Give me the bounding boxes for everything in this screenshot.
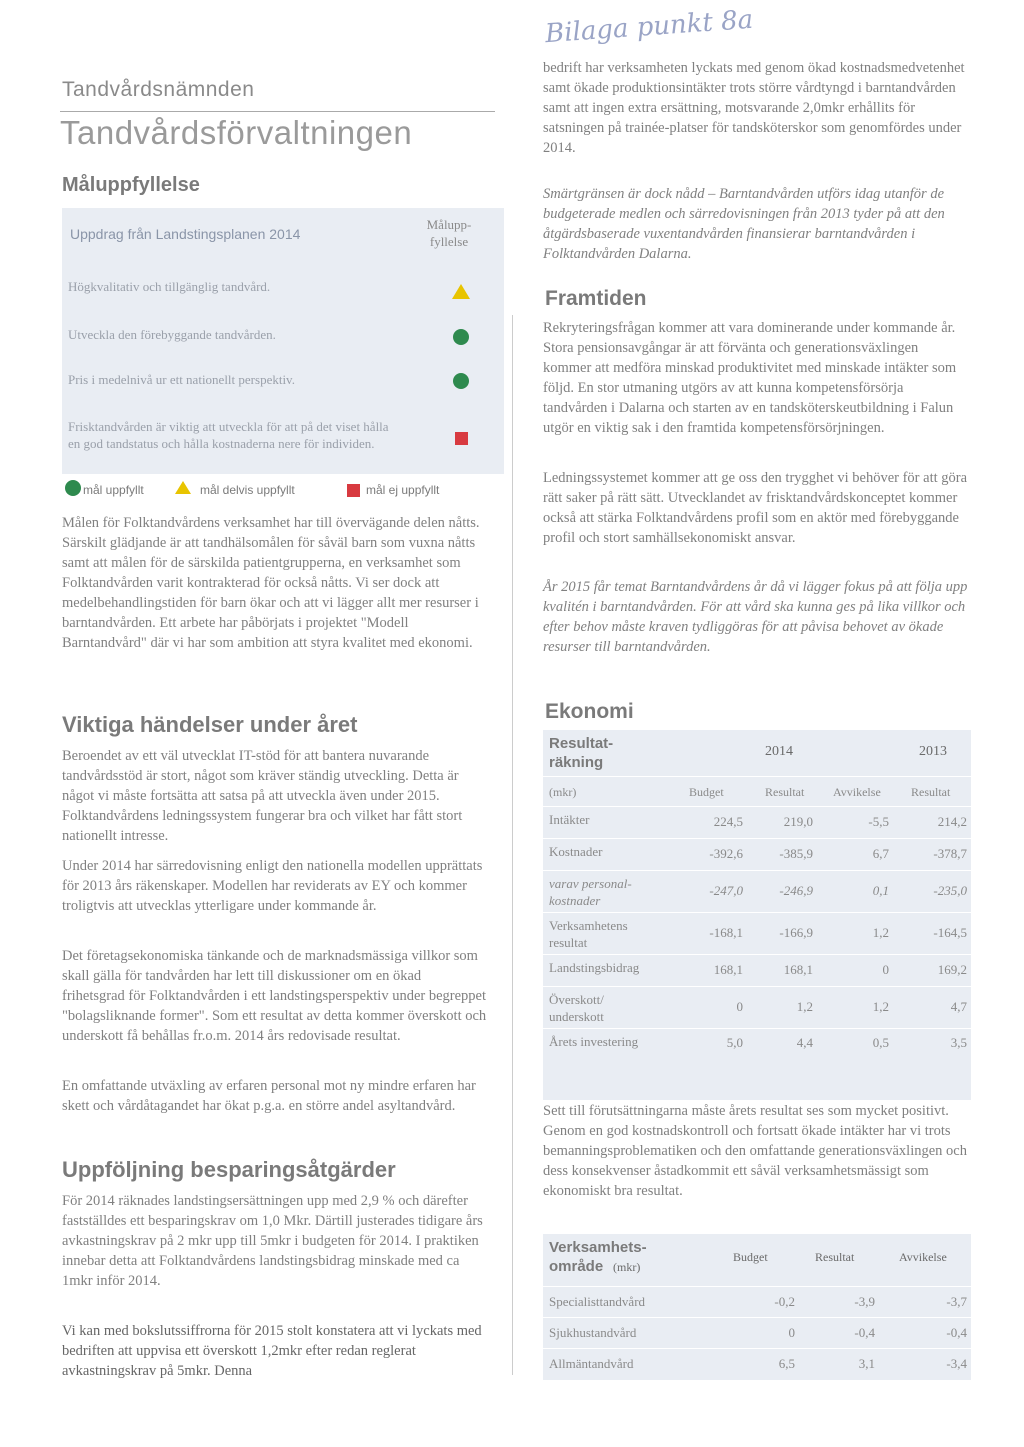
fin-cell: -392,6 xyxy=(709,846,743,861)
fin-row-label: Landstingsbidrag xyxy=(549,960,640,975)
fin-cell: -247,0 xyxy=(709,883,743,898)
events-heading: Viktiga händelser under året xyxy=(62,712,358,737)
fin-year-2013: 2013 xyxy=(919,744,947,759)
fin-cell: 4,4 xyxy=(796,1035,813,1050)
savings-heading: Uppföljning besparingsåtgärder xyxy=(62,1157,396,1182)
goal-row-3-text: Pris i medelnivå ur ett nationellt perspektiv. xyxy=(68,372,295,387)
area-table-title: Verksamhets- område xyxy=(549,1239,647,1275)
fin-cell: -378,7 xyxy=(933,846,967,861)
fin-col-result-2013: Resultat xyxy=(911,785,951,799)
goals-section-title: Måluppfyllelse xyxy=(62,174,200,196)
area-cell: -0,4 xyxy=(946,1325,967,1340)
area-row-label: Specialisttandvård xyxy=(549,1294,646,1309)
fin-col-budget: Budget xyxy=(689,785,724,799)
handwritten-note: Bilaga punkt 8a xyxy=(544,4,755,50)
fin-year-2014: 2014 xyxy=(765,744,793,759)
legend-met: mål uppfyllt xyxy=(83,483,144,497)
fin-cell: 214,2 xyxy=(937,814,967,829)
events-paragraph-4: En omfattande utväxling av erfaren personal mot ny mindre erfaren har skett och vårdåtagandet har ökat p.g.a. en större andel asyltandvård. xyxy=(62,1078,476,1114)
fin-row xyxy=(543,912,971,955)
fin-cell: 0,1 xyxy=(872,883,889,898)
goals-column-header: Målupp- fyllelse xyxy=(426,217,472,249)
fin-cell: -235,0 xyxy=(933,883,967,898)
fin-cell: 168,1 xyxy=(783,962,813,977)
economy-heading: Ekonomi xyxy=(545,700,634,723)
fin-row xyxy=(543,986,971,1029)
area-cell: -3,4 xyxy=(946,1356,967,1371)
future-heading: Framtiden xyxy=(545,287,647,310)
future-paragraph-2: Ledningssystemet kommer att ge oss den trygghet vi behöver för att göra rätt saker på rätt sätt. Utvecklandet av frisktandvårdskonceptet kommer också att stärka Folktandvårdens profil som en aktör med förebyggande profil och stort samhällsekonomiskt ansvar. xyxy=(543,470,968,546)
goal-row-2-text: Utveckla den förebyggande tandvården. xyxy=(68,327,276,342)
fin-cell: 219,0 xyxy=(783,814,813,829)
fin-cell: 1,2 xyxy=(872,999,889,1014)
fin-row xyxy=(543,954,971,987)
fin-cell: -164,5 xyxy=(933,925,967,940)
fin-cell: -246,9 xyxy=(779,883,813,898)
fin-col-result: Resultat xyxy=(765,785,805,799)
area-cell: 0 xyxy=(788,1325,795,1340)
fin-row-label: Kostnader xyxy=(549,844,603,859)
fin-row xyxy=(543,870,971,913)
fin-cell: -385,9 xyxy=(779,846,813,861)
fin-cell: -5,5 xyxy=(868,814,889,829)
fin-row-label: Årets investering xyxy=(549,1034,639,1049)
status-circle-icon xyxy=(453,329,469,345)
fin-col-deviation: Avvikelse xyxy=(833,785,881,799)
area-cell: -3,9 xyxy=(854,1294,875,1309)
area-row xyxy=(543,1348,971,1380)
fin-cell: 1,2 xyxy=(872,925,889,940)
business-area-table xyxy=(543,1234,971,1380)
fin-cell: 5,0 xyxy=(726,1035,743,1050)
income-statement-table xyxy=(543,730,971,1100)
goals-table-header: Uppdrag från Landstingsplanen 2014 xyxy=(70,226,301,242)
fin-cell: 168,1 xyxy=(713,962,743,977)
fin-row-label: Intäkter xyxy=(549,812,590,827)
area-row-label: Sjukhustandvård xyxy=(549,1325,637,1340)
fin-cell: -166,9 xyxy=(779,925,813,940)
area-unit: (mkr) xyxy=(613,1260,641,1274)
fin-cell: -168,1 xyxy=(709,925,743,940)
savings-paragraph-1: För 2014 räknades landstingsersättningen upp med 2,9 % och därefter fastställdes ett besparingskrav om 1,0 Mkr. Därtill justerades tidigare års avkastningskrav på 2 mkr upp till 5mkr i budgeten för 2014. I praktiken innebar detta att Folktandvårdens landstingsbidrag minskade med ca 1mkr inför 2014. xyxy=(62,1193,483,1289)
status-square-icon xyxy=(455,432,468,445)
administration-heading: Tandvårdsförvaltningen xyxy=(60,114,413,151)
fin-row xyxy=(543,838,971,871)
goals-paragraph: Målen för Folktandvårdens verksamhet har till övervägande delen nåtts. Särskilt glädjande är att tandhälsomålen för såväl barn som vuxna nåtts samt att målen för de särskilda patientgrupperna, en verksamhet som Folktandvården varit kontrakterad för också nåtts. Vi ser dock att medelbehandlingstiden för barn ökar och att vi lägger allt mer resurser i barntandvården. Ett arbete har påbörjats i projektet "Modell Barntandvård" där vi har som ambition att styra kvalitet med ekonomi. xyxy=(62,515,480,651)
fin-cell: 0 xyxy=(736,999,743,1014)
legend-square-icon xyxy=(347,484,360,497)
events-paragraph-2: Under 2014 har särredovisning enligt den nationella modellen upprättats för 2013 års räkenskaper. Modellen har reviderats av EY och kommer troligtvis att utvecklas ytterligare under kommande år. xyxy=(62,858,483,914)
fin-row xyxy=(543,806,971,839)
right-paragraph-italic-1: Smärtgränsen är dock nådd – Barntandvården utförs idag utanför de budgeterade medlen och särredovisningen från 2013 tyder på att den åtgärdsbaserade vuxentandvården finansierar barntandvården i Folktandvården Dalarna. xyxy=(543,186,945,262)
area-col-result: Resultat xyxy=(815,1250,855,1264)
fin-cell: 6,7 xyxy=(872,846,889,861)
area-cell: 6,5 xyxy=(778,1356,795,1371)
area-cell: -3,7 xyxy=(946,1294,967,1309)
future-paragraph-italic: År 2015 får temat Barntandvårdens år då vi lägger fokus på att följa upp kvalitén i barntandvården. För att vård ska kunna ges på lika villkor och efter behov måste kraven tydliggöras för att påvisa behovet av ökade resurser till barntandvården. xyxy=(543,579,968,655)
fin-cell: 1,2 xyxy=(796,999,813,1014)
status-circle-icon xyxy=(453,373,469,389)
legend-partly: mål delvis uppfyllt xyxy=(200,483,295,497)
economy-paragraph: Sett till förutsättningarna måste årets resultat ses som mycket positivt. Genom en god kostnadskontroll och fortsatt ökade intäkter har vi trots bemanningsproblematiken och den omfattande generationsväxlingen och dess konsekvenser åstadkommit ett såväl verksamhetsmässigt som ekonomiskt bra resultat. xyxy=(543,1103,967,1199)
fin-cell: 0 xyxy=(882,962,889,977)
area-row xyxy=(543,1317,971,1349)
legend-triangle-icon xyxy=(175,481,191,494)
area-col-deviation: Avvikelse xyxy=(899,1250,947,1264)
fin-cell: 0,5 xyxy=(872,1035,889,1050)
fin-row-label: Verksamhetens resultat xyxy=(549,918,628,950)
fin-row xyxy=(543,1028,971,1059)
fin-unit: (mkr) xyxy=(549,785,577,799)
area-row xyxy=(543,1286,971,1318)
header-rule xyxy=(60,111,495,112)
fin-cell: 4,7 xyxy=(950,999,967,1014)
fin-cell: 3,5 xyxy=(950,1035,967,1050)
area-row-label: Allmäntandvård xyxy=(549,1356,634,1371)
goal-row-1-text: Högkvalitativ och tillgänglig tandvård. xyxy=(68,279,271,294)
future-paragraph-1: Rekryteringsfrågan kommer att vara dominerande under kommande år. Stora pensionsavgångar är att förvänta och generationsväxlingen kommer att medföra minskad produktivitet med minskade intäkter som följd. En stor utmaning utgörs av att kunna kompetensförsörja tandvården i Dalarna och starten av en tandsköterskeutbildning i Falun utgör en viktig sak i den framtida kompetensförsörjningen. xyxy=(543,320,957,436)
savings-paragraph-2: Vi kan med bokslutssiffrorna för 2015 stolt konstatera att vi lyckats med bedriften att uppvisa ett överskott 1,2mkr efter redan reglerat avkastningskrav på 5mkr. Denna xyxy=(62,1323,482,1379)
area-cell: 3,1 xyxy=(858,1356,875,1371)
right-paragraph-1: bedrift har verksamheten lyckats med genom ökad kostnadsmedvetenhet samt ökade produktionsintäkter trots större vårdtyngd i barntandvården samt att ingen extra ersättning, motsvarande 2,0mkr erhållits för satsningen på trainée-platser för tandsköterskor som genomfördes under 2014. xyxy=(543,60,965,156)
fin-row-label: varav personal- kostnader xyxy=(549,876,632,908)
fin-header-row xyxy=(543,776,971,807)
column-divider xyxy=(512,315,513,1375)
fin-cell: 169,2 xyxy=(937,962,967,977)
fin-row-label: Överskott/ underskott xyxy=(549,992,604,1024)
legend-not: mål ej uppfyllt xyxy=(366,483,440,497)
goal-row-4-text: Frisktandvården är viktig att utveckla för att på det viset hålla en god tandstatus och hålla kostnaderna nere för individen. xyxy=(68,419,389,451)
department-heading: Tandvårdsnämnden xyxy=(62,78,255,101)
area-cell: -0,2 xyxy=(774,1294,795,1309)
status-triangle-icon xyxy=(452,284,470,299)
area-col-budget: Budget xyxy=(733,1250,768,1264)
legend-circle-icon xyxy=(65,480,81,496)
events-paragraph-1: Beroendet av ett väl utvecklat IT-stöd för att bantera nuvarande tandvårdsstöd är stort, något som kräver ständig utveckling. Detta är något vi måste fortsätta att satsa på att utveckla även under 2015. Folktandvårdens ledningssystem fungerar bra och vilket har fått stort nationellt intresse. xyxy=(62,748,463,844)
area-cell: -0,4 xyxy=(854,1325,875,1340)
fin-cell: 224,5 xyxy=(713,814,743,829)
events-paragraph-3: Det företagsekonomiska tänkande och de marknadsmässiga villkor som skall gälla för tandvården har lett till diskussioner om en ökad frihetsgrad för Folktandvården i ett landstingsperspektiv under begreppet "bolagsliknande former". Som ett resultat av detta kommer överskott och underskott få behållas fr.o.m. 2014 års redovisade resultat. xyxy=(62,948,487,1044)
fin-table-title: Resultat- räkning xyxy=(549,735,614,771)
